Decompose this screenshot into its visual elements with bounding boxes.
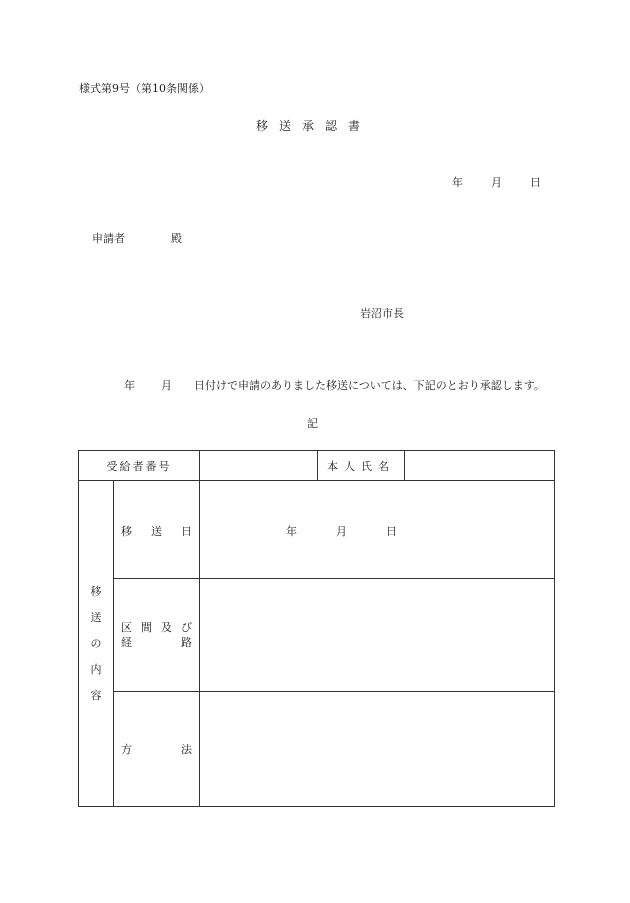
transfer-content-char: 送	[90, 610, 102, 624]
issue-date	[452, 174, 541, 190]
label-char: 間	[141, 621, 152, 634]
route-value[interactable]	[200, 579, 555, 692]
label-char: び	[181, 621, 192, 634]
transfer-date-month: 月	[336, 525, 347, 538]
label-char: 送	[151, 525, 162, 538]
method-value[interactable]	[200, 692, 555, 807]
transfer-content-char: 内	[90, 662, 102, 676]
label-char: 法	[181, 743, 192, 756]
form-number: 様式第9号（第10条関係）	[79, 82, 210, 95]
transfer-date-value[interactable]	[200, 481, 555, 579]
label-char: 日	[181, 525, 192, 538]
label-char: 路	[181, 636, 192, 649]
document-title: 移送承認書	[256, 119, 372, 133]
applicant-line	[92, 230, 182, 246]
label-char: 区	[121, 621, 132, 634]
transfer-date-label	[114, 481, 200, 579]
label-char: 及	[161, 621, 172, 634]
transfer-date-day: 日	[386, 525, 397, 538]
transfer-date-year: 年	[286, 525, 297, 538]
transfer-content-char: 移	[90, 584, 102, 598]
applicant-honorific: 殿	[171, 232, 182, 245]
recipient-number-value[interactable]	[200, 451, 318, 481]
label-char: 経	[121, 636, 132, 649]
applicant-label: 申請者	[92, 232, 125, 245]
ki-marker: 記	[307, 417, 318, 430]
transfer-content-char: 容	[90, 688, 102, 702]
statement-month: 月	[161, 379, 172, 392]
transfer-content-label	[79, 481, 114, 807]
person-name-value[interactable]	[405, 451, 555, 481]
person-name-label: 本人氏名	[318, 451, 405, 481]
issue-date-year: 年	[452, 176, 463, 189]
transfer-detail-table	[78, 450, 555, 807]
issuer: 岩沼市長	[360, 307, 404, 320]
recipient-number-label: 受給者番号	[79, 451, 200, 481]
method-label	[114, 692, 200, 807]
transfer-content-char: の	[90, 636, 102, 650]
issue-date-day: 日	[530, 176, 541, 189]
issue-date-month: 月	[491, 176, 502, 189]
approval-statement	[124, 377, 545, 393]
label-char: 方	[121, 743, 132, 756]
statement-text: 日付けで申請のありました移送については、下記のとおり承認します。	[194, 379, 545, 392]
route-label	[114, 579, 200, 692]
statement-year: 年	[124, 379, 135, 392]
label-char: 移	[121, 525, 132, 538]
